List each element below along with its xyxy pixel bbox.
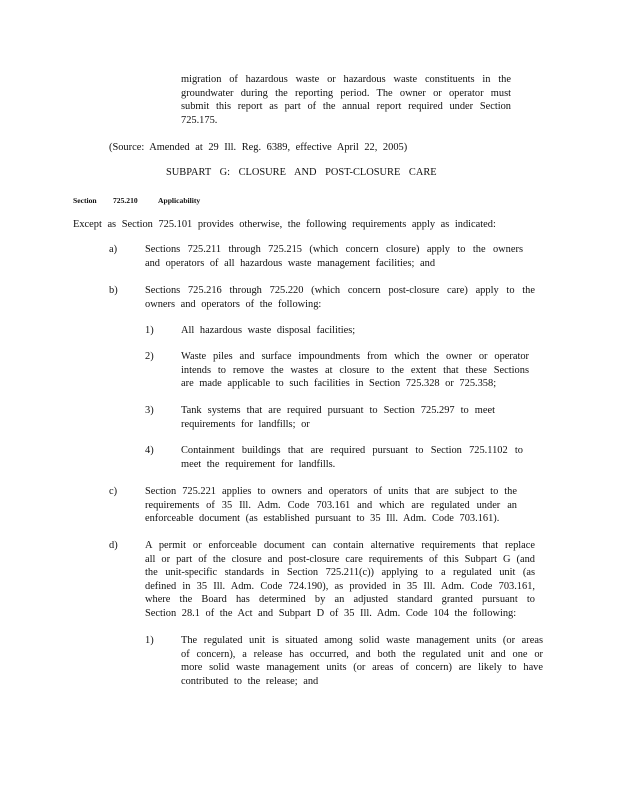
- text-line: more solid waste management units (or areas of concern) are likely to have: [181, 662, 543, 674]
- text-line: 725.175.: [181, 114, 218, 126]
- text-line: the unit-specific standards in Section 725.211(c)) applying to a regulated unit (as: [145, 567, 535, 579]
- text-line: owners and operators of the following:: [145, 298, 322, 310]
- source-note: (Source: Amended at 29 Ill. Reg. 6389, effective April 22, 2005): [109, 142, 408, 153]
- subitem-b3-text: [181, 404, 495, 431]
- section-label: Section: [73, 196, 97, 205]
- subitem-marker-b3: 3): [145, 405, 154, 416]
- text-line: Waste piles and surface impoundments from which the owner or operator: [181, 351, 529, 362]
- subitem-marker-b4: 4): [145, 445, 154, 456]
- subitem-b2-text: [181, 350, 529, 391]
- text-line: Section 725.221 applies to owners and operators of units that are subject to the: [145, 486, 517, 497]
- text-line: and operators of all hazardous waste management facilities; and: [145, 257, 436, 269]
- text-line: All hazardous waste disposal facilities;: [181, 325, 356, 336]
- text-line: migration of hazardous waste or hazardous waste constituents in the: [181, 74, 511, 85]
- subpart-heading: SUBPART G: CLOSURE AND POST-CLOSURE CARE: [166, 167, 437, 178]
- item-marker-c: c): [109, 486, 118, 497]
- item-marker-b: b): [109, 285, 118, 296]
- continuation-paragraph: [181, 73, 511, 127]
- subitem-b4-text: [181, 444, 523, 471]
- subitem-b1-text: [181, 324, 521, 338]
- subitem-marker-b1: 1): [145, 325, 154, 336]
- text-line: meet the requirement for landfills.: [181, 458, 336, 470]
- text-line: Sections 725.211 through 725.215 (which concern closure) apply to the owners: [145, 244, 523, 255]
- text-line: Tank systems that are required pursuant to Section 725.297 to meet: [181, 405, 495, 416]
- text-line: enforceable document (as established pursuant to 35 Ill. Adm. Code 703.161).: [145, 513, 500, 525]
- text-line: where the Board has determined by an adjusted standard granted pursuant to: [145, 594, 535, 606]
- subitem-marker-d1: 1): [145, 635, 154, 646]
- text-line: The regulated unit is situated among solid waste management units (or areas: [181, 635, 543, 646]
- intro-paragraph: Except as Section 725.101 provides otherwise, the following requirements apply as indicated:: [73, 219, 496, 230]
- text-line: all or part of the closure and post-closure care requirements of this Subpart G (and: [145, 553, 535, 565]
- section-number: 725.210: [113, 196, 138, 205]
- text-line: submit this report as part of the annual report required under Section: [181, 101, 511, 113]
- text-line: requirements of 35 Ill. Adm. Code 703.161 and which are regulated under an: [145, 499, 517, 511]
- text-line: of concern), a release has occurred, and both the regulated unit and one or: [181, 648, 543, 660]
- item-c-text: [145, 485, 517, 526]
- text-line: contributed to the release; and: [181, 675, 319, 687]
- text-line: Sections 725.216 through 725.220 (which concern post-closure care) apply to the: [145, 285, 535, 296]
- text-line: defined in 35 Ill. Adm. Code 724.190), as provided in 35 Ill. Adm. Code 703.161,: [145, 580, 535, 592]
- text-line: groundwater during the reporting period. The owner or operator must: [181, 87, 511, 99]
- text-line: are made applicable to such facilities in Section 725.328 or 725.358;: [181, 378, 497, 390]
- text-line: intends to remove the wastes at closure to the extent that these Sections: [181, 364, 529, 376]
- item-d-text: [145, 539, 535, 621]
- subitem-d1-text: [181, 634, 543, 688]
- section-title: Applicability: [158, 196, 201, 205]
- text-line: requirements for landfills; or: [181, 418, 310, 430]
- text-line: Section 28.1 of the Act and Subpart D of 35 Ill. Adm. Code 104 the following:: [145, 607, 517, 619]
- item-marker-a: a): [109, 244, 118, 255]
- subitem-marker-b2: 2): [145, 351, 154, 362]
- text-line: Containment buildings that are required pursuant to Section 725.1102 to: [181, 445, 523, 456]
- item-b-text: [145, 284, 535, 311]
- item-marker-d: d): [109, 540, 118, 551]
- text-line: A permit or enforceable document can contain alternative requirements that replace: [145, 540, 535, 551]
- item-a-text: [145, 243, 523, 270]
